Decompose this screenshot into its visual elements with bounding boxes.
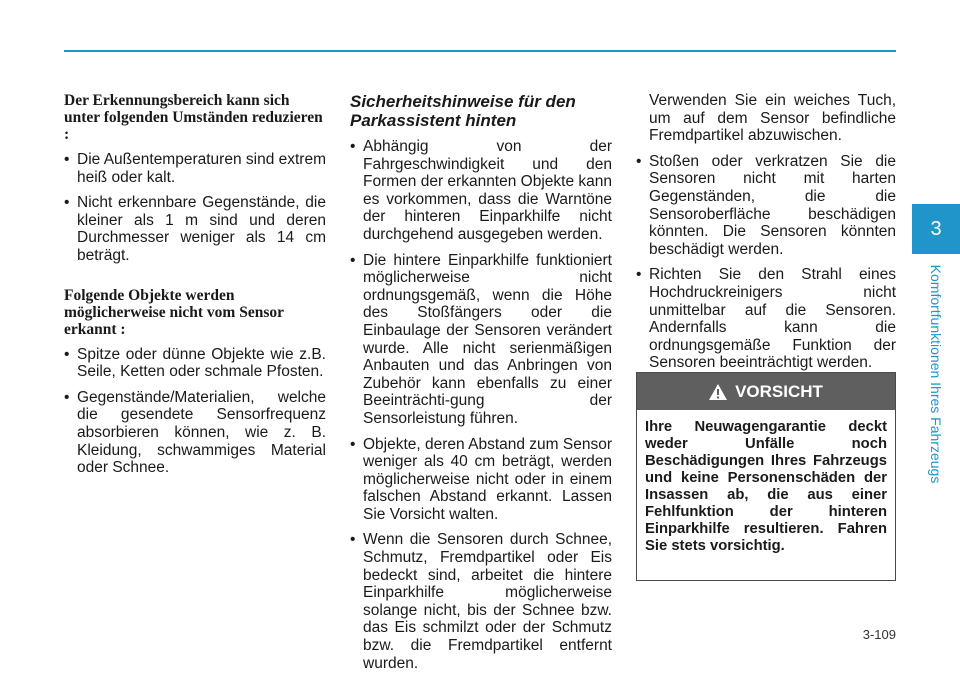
caution-header — [637, 373, 895, 410]
caution-title: VORSICHT — [735, 381, 823, 401]
list-item: • Gegenstände/Materialien, welche die gesendete Sensorfrequenz absorbieren können, wie z. B. Kleidung, schwammiges Material oder Schnee. — [64, 389, 326, 477]
chapter-title-vertical: Komfortfunktionen Ihres Fahrzeugs — [928, 264, 944, 484]
section-heading-safety-notes: Sicherheitshinweise für den Parkassistent hinten — [350, 92, 576, 130]
list-item: • Wenn die Sensoren durch Schnee, Schmutz, Fremdpartikel oder Eis bedeckt sind, arbeitet die hintere Einparkhilfe möglicherweise solange nicht, bis der Schnee bzw. das Eis schmilzt oder der Schmutz bzw. die Fremdpartikel entfernt wurden. — [350, 531, 612, 672]
section-heading-undetected-objects: Folgende Objekte werden möglicherweise nicht vom Sensor erkannt : — [64, 286, 284, 338]
column-left — [64, 92, 326, 485]
caution-text: Ihre Neuwagengarantie deckt weder Unfälle noch Beschädigungen Ihres Fahrzeugs und keine Personenschäden der Insassen ab, die aus einer Fehlfunktion der hinteren Einparkhilfe resultieren. Fahren Sie stets vorsichtig. — [645, 419, 887, 554]
list-item: • Spitze oder dünne Objekte wie z.B. Seile, Ketten oder schmale Pfosten. — [64, 346, 326, 381]
list-item: • Objekte, deren Abstand zum Sensor weniger als 40 cm beträgt, werden möglicherweise nicht oder in einem falschen Abstand erkannt. Lassen Sie Vorsicht walten. — [350, 436, 612, 524]
safety-notes-list — [350, 138, 612, 672]
detection-range-list — [64, 151, 326, 265]
warning-triangle-icon — [709, 384, 727, 400]
top-divider — [64, 50, 896, 52]
chapter-number: 3 — [930, 217, 942, 240]
undetected-objects-list — [64, 346, 326, 477]
list-item: • Nicht erkennbare Gegenstände, die kleiner als 1 m sind und deren Durchmesser weniger als 14 cm beträgt. — [64, 194, 326, 264]
page-number: 3-109 — [862, 627, 896, 642]
column-right — [636, 92, 896, 380]
list-item: • Abhängig von der Fahrgeschwindigkeit und den Formen der erkannten Objekte kann es vorkommen, dass die Warntöne der hinteren Einparkhilfe nicht durchgehend ausgegeben werden. — [350, 138, 612, 244]
sensor-care-list — [636, 153, 896, 372]
list-item: • Richten Sie den Strahl eines Hochdruckreinigers nicht unmittelbar auf die Sensoren. Andernfalls kann die ordnungsgemäße Funktion der Sensoren beeinträchtigt werden. — [636, 266, 896, 372]
list-item: • Die Außentemperaturen sind extrem heiß oder kalt. — [64, 151, 326, 186]
caution-box — [636, 372, 896, 581]
column-middle — [350, 92, 612, 680]
list-item: • Stoßen oder verkratzen Sie die Sensoren nicht mit harten Gegenständen, die die Sensoroberfläche beschädigen könnten. Die Sensoren könnten beschädigt werden. — [636, 153, 896, 259]
list-item: • Die hintere Einparkhilfe funktioniert möglicherweise nicht ordnungsgemäß, wenn die Höhe des Stoßfängers oder die Einbaulage der Sensoren verändert wurde. Alle nicht serienmäßigen Anbauten und das Anbringen von Zubehör kann ebenfalls zu einer Beeinträchti-gung der Sensorleistung führen. — [350, 252, 612, 428]
section-heading-detection-range: Der Erkennungsbereich kann sich unter folgenden Umständen reduzieren : — [64, 92, 323, 143]
continued-text: Verwenden Sie ein weiches Tuch, um auf dem Sensor befindliche Fremdpartikel abzuwischen. — [649, 92, 896, 145]
